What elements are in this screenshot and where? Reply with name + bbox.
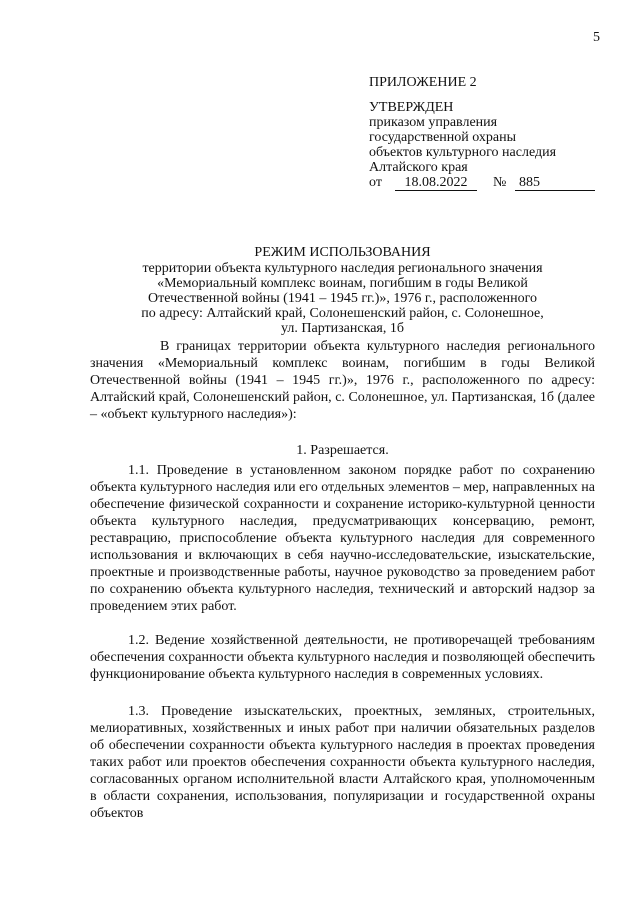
approved-line: Алтайского края — [369, 160, 468, 175]
paragraph-1-2: 1.2. Ведение хозяйственной деятельности, не противоречащей требованиям обеспечения сохранности объекта культурного наследия и позволяющей обеспечить функционирование объекта культурного наследия в современных условиях. — [90, 633, 595, 682]
approved-title: УТВЕРЖДЕН — [369, 100, 454, 115]
order-number: 885 — [515, 175, 595, 191]
appendix-title: ПРИЛОЖЕНИЕ 2 — [369, 75, 477, 90]
title-line: Отечественной войны (1941 – 1945 гг.)», 1976 г., расположенного — [148, 291, 537, 306]
approved-line: приказом управления — [369, 115, 498, 130]
section-heading: 1. Разрешается. — [296, 443, 389, 458]
approval-block — [369, 75, 609, 191]
order-number-label: № — [493, 175, 507, 190]
approved-line: государственной охраны — [369, 130, 517, 145]
paragraph-1-1: 1.1. Проведение в установленном законом порядке работ по сохранению объекта культурного наследия или его отдельных элементов – мер, направленных на обеспечение физической сохранности и сохранение историко-культурной ценности объекта культурного наследия, предусматривающих консервацию, ремонт, реставрацию, приспособление объекта культурного наследия для современного использования и включающих в себя научно-исследовательские, изыскательские, проектные и производственные работы, научное руководство за проведением работ по сохранению объекта культурного наследия, технический и авторский надзор за проведением этих работ. — [90, 463, 595, 614]
order-date: 18.08.2022 — [395, 175, 477, 191]
intro-paragraph: В границах территории объекта культурного наследия регионального значения «Мемориальный комплекс воинам, погибшим в годы Великой Отечественной войны (1941 – 1945 гг.)», 1976 г., расположенного по адресу: Алтайский край, Солонешенский район, с. Солонешное, ул. Партизанская, 1б (далее – «объект культурного наследия»): — [90, 339, 595, 422]
approved-line: объектов культурного наследия — [369, 145, 557, 160]
title-line: по адресу: Алтайский край, Солонешенский район, с. Солонешное, — [141, 306, 544, 321]
title-main: РЕЖИМ ИСПОЛЬЗОВАНИЯ — [254, 245, 431, 260]
title-line: ул. Партизанская, 1б — [281, 321, 404, 336]
paragraph-1-3: 1.3. Проведение изыскательских, проектных, земляных, строительных, мелиоративных, хозяйственных и иных работ при наличии обязательных разделов об обеспечении сохранности объекта культурного наследия в проектах проведения таких работ или проектов обеспечения сохранности объекта культурного наследия, согласованных органом исполнительной власти Алтайского края, уполномоченным в области сохранения, использования, популяризации и государственной охраны объектов — [90, 704, 595, 821]
document-title — [90, 245, 595, 336]
title-line: территории объекта культурного наследия регионального значения — [142, 261, 543, 276]
order-line — [369, 175, 609, 191]
order-from-label: от — [369, 175, 382, 190]
page-number: 5 — [593, 30, 600, 45]
title-line: «Мемориальный комплекс воинам, погибшим в годы Великой — [157, 276, 528, 291]
